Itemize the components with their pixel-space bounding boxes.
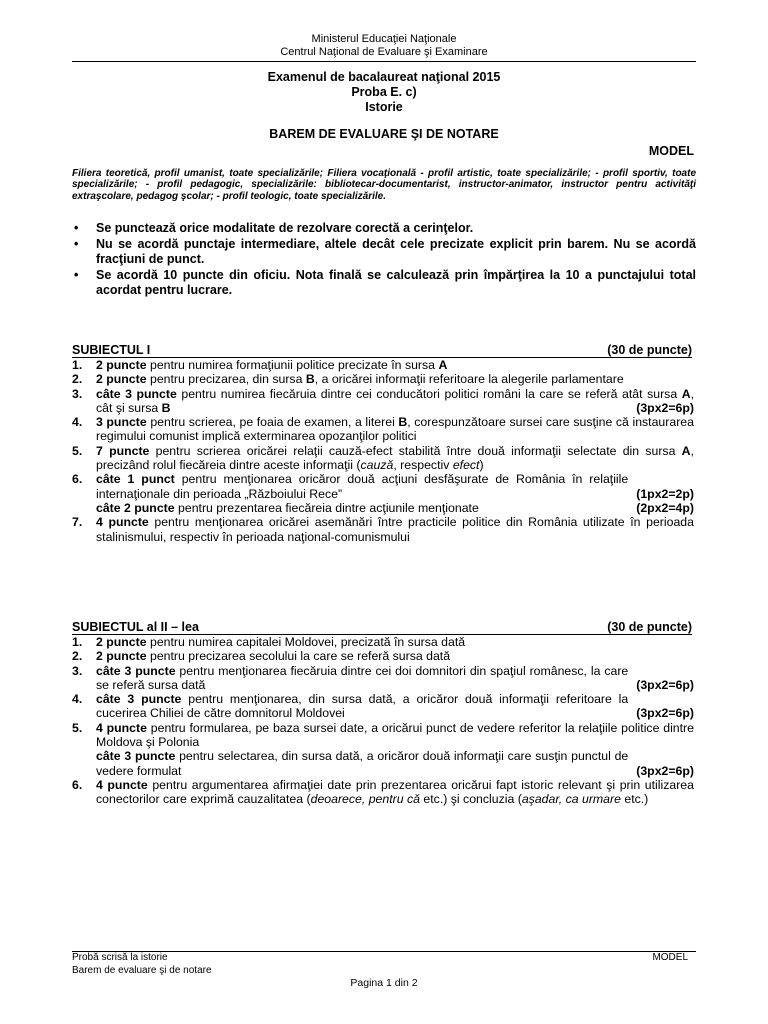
list-item: 2. 2 puncte pentru precizarea secolului la care se referă sursa dată [72,649,451,664]
list-item: 3. câte 3 puncte pentru numirea fiecăruia dintre cei conducători politici români la care se referă atât sursa A, cât şi sursa B (3px2=6p) [72,386,695,415]
list-item: 5. 4 puncte pentru formularea, pe baza sursei date, a oricărui punct de vedere referitor la relaţiile politice dintre Moldova şi Polonia câte 3 puncte pentru selectarea, din sursa dată, a oricăror două informaţii care susţin punctul de vedere formulat (3px2=6p) [72,720,694,778]
list-item: 5. 7 puncte pentru scrierea oricărei relaţii cauză-efect stabilită între două informaţii selectate din sursa A, precizând rolul fiecăreia dintre aceste informaţii (cauză, respectiv efect) [72,443,694,473]
bullet-icon: • [74,268,79,282]
document-page [72,0,696,1024]
list-item: 7. 4 puncte pentru menţionarea oricărei asemănări între practicile politice din România utilizate în perioada stalinismului, respectiv în perioada naţional-comunismului [72,515,694,544]
footer-left [72,952,212,977]
barem-title: BAREM DE EVALUARE ŞI DE NOTARE [269,127,499,141]
general-rules [72,221,696,299]
footer-line-1: Probă scrisă la istorie [72,952,168,963]
score-total: (3px2=6p) [636,400,694,415]
section-points: (30 de puncte) [607,343,692,357]
center-name: Centrul Naţional de Evaluare şi Examinare [280,46,488,58]
score-total: (1px2=2p) [636,486,694,501]
section-2-items [72,635,694,807]
section-heading-2 [72,620,692,635]
document-header [72,33,696,59]
rule-item: • Se acordă 10 puncte din oficiu. Nota finală se calculează prin împărţirea la 10 a punctajului total acordat pentru lucrare. [74,268,696,297]
score-total: (2px2=4p) [636,500,694,515]
exam-titles [72,70,696,115]
section-heading-1 [72,343,692,358]
rule-item: • Se punctează orice modalitate de rezolvare corectă a cerinţelor. [74,221,474,235]
page-number: Pagina 1 din 2 [350,977,418,989]
proba-title: Proba E. c) [351,85,417,99]
subject-title: Istorie [365,100,403,114]
section-title: SUBIECTUL al II – lea [72,620,199,634]
list-item: 1. 2 puncte pentru numirea formaţiunii politice precizate în sursa A [72,358,448,372]
footer-line-2: Barem de evaluare şi de notare [72,964,212,976]
list-item: 6. câte 1 punct pentru menţionarea oricăror două acţiuni desfăşurate de România în relaţiile internaţionale din perioada „Războiului Rece” (1px2=2p) câte 2 puncte pentru prezentarea fiecăreia dintre acţiunile menţionate (2px2=4p) [72,472,694,515]
bullet-icon: • [74,221,79,235]
section-points: (30 de puncte) [607,620,692,634]
score-total: (3px2=6p) [636,763,694,778]
header-divider [72,61,696,62]
list-item: 6. 4 puncte pentru argumentarea afirmaţiei date prin prezentarea oricărui fapt istoric relevant şi prin utilizarea conectorilor care exprimă cauzalitatea (deoarece, pentru că etc.) şi concluzia (aşadar, ca urmare etc.) [72,777,694,807]
list-item: 1. 2 puncte pentru numirea capitalei Moldovei, precizată în sursa dată [72,635,466,649]
ministry-name: Ministerul Educaţiei Naţionale [311,33,457,45]
list-item: 4. câte 3 puncte pentru menţionarea, din sursa dată, a oricăror două informaţii referitoare la cucerirea Chiliei de către domnitorul Moldovei (3px2=6p) [72,692,694,721]
bullet-icon: • [74,237,79,251]
score-total: (3px2=6p) [636,677,694,692]
section-title: SUBIECTUL I [72,343,151,357]
list-item: 3. câte 3 puncte pentru menţionarea fiecăruia dintre cei doi domnitori din spaţiul românesc, la care se referă sursa dată (3px2=6p) [72,663,694,692]
list-item: 2. 2 puncte pentru precizarea, din sursa B, a oricărei informaţii referitoare la alegerile parlamentare [72,372,624,387]
exam-title: Examenul de bacalaureat naţional 2015 [267,70,501,84]
section-1-items [72,358,694,544]
footer-model: MODEL [652,952,688,963]
filiera-text: Filiera teoretică, profil umanist, toate specializările; Filiera vocaţională - profil artistic, toate specializările; - profil sportiv, toate specializările; - profil pedagogic, specializările: bibliotecar-documentarist, instructor-animator, instructor pentru activităţi extraşcolare, pedagog şcolar; - profil teologic, toate specializările. [72,168,696,202]
model-label: MODEL [648,144,694,158]
rule-item: • Nu se acordă punctaje intermediare, altele decât cele precizate explicit prin barem. Nu se acordă fracţiuni de punct. [74,237,696,266]
list-item: 4. 3 puncte pentru scrierea, pe foaia de examen, a literei B, corespunzătoare sursei care susţine că instaurarea regimului comunist implică exterminarea opozanţilor politici [72,415,694,444]
score-total: (3px2=6p) [636,706,694,721]
